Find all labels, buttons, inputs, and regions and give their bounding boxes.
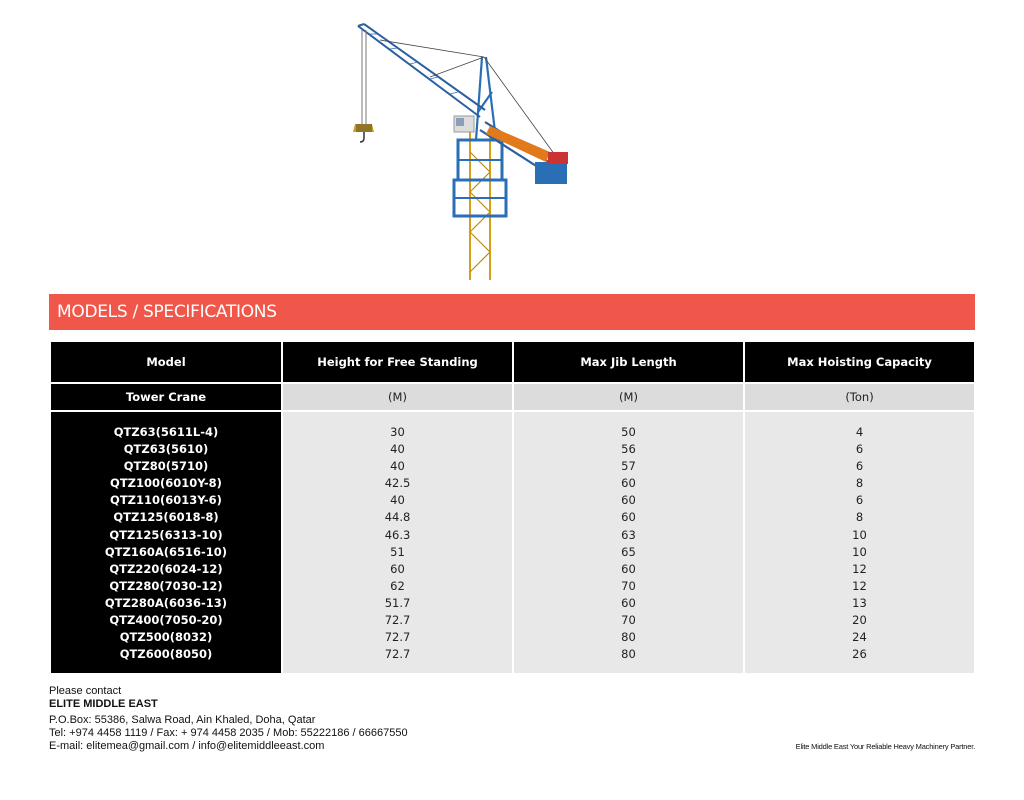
unit-jib: (M)	[514, 384, 743, 410]
contact-phones: Tel: +974 4458 1119 / Fax: + 974 4458 2035 / Mob: 55222186 / 66667550	[49, 727, 408, 739]
table-cell: 57	[621, 459, 636, 474]
table-cell: QTZ100(6010Y-8)	[110, 476, 222, 491]
table-cell: 10	[852, 527, 867, 542]
table-cell: 72.7	[384, 613, 411, 628]
table-header-row	[51, 342, 974, 382]
table-cell: 51.7	[384, 595, 411, 610]
table-cell: 56	[621, 442, 636, 457]
unit-capacity: (Ton)	[745, 384, 974, 410]
table-cell: QTZ600(8050)	[119, 647, 213, 662]
table-cell: 8	[855, 510, 864, 525]
table-cell: QTZ110(6013Y-6)	[110, 493, 222, 508]
header-jib: Max Jib Length	[514, 342, 743, 382]
table-cell: 63	[621, 527, 636, 542]
table-cell: QTZ160A(6516-10)	[104, 544, 228, 559]
table-cell: 26	[852, 647, 867, 662]
unit-model: Tower Crane	[51, 384, 281, 410]
table-cell: 40	[390, 459, 405, 474]
table-cell: 60	[621, 595, 636, 610]
table-cell: 80	[621, 647, 636, 662]
table-cell: 6	[855, 459, 864, 474]
table-cell: 72.7	[384, 647, 411, 662]
table-cell: 4	[855, 425, 864, 439]
table-cell: 60	[621, 561, 636, 576]
section-title: MODELS / SPECIFICATIONS	[57, 302, 277, 322]
table-cell: 60	[621, 510, 636, 525]
contact-email: E-mail: elitemea@gmail.com / info@elitemiddleeast.com	[49, 740, 325, 752]
table-cell: 42.5	[384, 476, 411, 491]
table-cell: 12	[852, 578, 867, 593]
capacity-column	[745, 412, 974, 673]
table-cell: 60	[621, 493, 636, 508]
table-cell: 62	[390, 578, 405, 593]
footer-tagline: Elite Middle East Your Reliable Heavy Machinery Partner.	[795, 742, 975, 751]
contact-intro: Please contact	[49, 685, 122, 697]
table-cell: 70	[621, 613, 636, 628]
table-cell: 50	[621, 425, 636, 439]
table-cell: 72.7	[384, 630, 411, 645]
table-cell: 44.8	[384, 510, 411, 525]
table-cell: 8	[855, 476, 864, 491]
section-title-bar	[49, 294, 975, 330]
table-cell: QTZ280A(6036-13)	[104, 595, 228, 610]
table-cell: 6	[855, 493, 864, 508]
model-column	[51, 412, 281, 673]
contact-address: P.O.Box: 55386, Salwa Road, Ain Khaled, Doha, Qatar	[49, 714, 316, 726]
header-capacity: Max Hoisting Capacity	[745, 342, 974, 382]
table-cell: QTZ400(7050-20)	[109, 613, 223, 628]
specs-table	[49, 342, 976, 673]
jib-column	[514, 412, 743, 673]
table-body-row	[51, 412, 974, 673]
table-cell: 65	[621, 544, 636, 559]
table-cell: QTZ125(6018-8)	[113, 510, 219, 525]
table-cell: 20	[852, 613, 867, 628]
table-cell: QTZ500(8032)	[119, 630, 213, 645]
table-cell: QTZ220(6024-12)	[109, 561, 223, 576]
tower-crane-photo	[350, 22, 580, 282]
table-units-row	[51, 384, 974, 410]
table-cell: QTZ125(6313-10)	[109, 527, 223, 542]
table-cell: 40	[390, 442, 405, 457]
table-cell: 10	[852, 544, 867, 559]
table-cell: QTZ63(5610)	[123, 442, 209, 457]
table-cell: 30	[390, 425, 405, 439]
table-cell: QTZ63(5611L-4)	[113, 425, 219, 439]
table-cell: 60	[621, 476, 636, 491]
height-column	[283, 412, 512, 673]
table-cell: 60	[390, 561, 405, 576]
unit-height: (M)	[283, 384, 512, 410]
header-model: Model	[51, 342, 281, 382]
table-cell: 24	[852, 630, 867, 645]
header-height: Height for Free Standing	[283, 342, 512, 382]
table-cell: QTZ80(5710)	[123, 459, 209, 474]
table-cell: QTZ280(7030-12)	[109, 578, 223, 593]
table-cell: 46.3	[384, 527, 411, 542]
table-cell: 6	[855, 442, 864, 457]
contact-block	[49, 685, 408, 753]
table-cell: 70	[621, 578, 636, 593]
table-cell: 13	[852, 595, 867, 610]
table-cell: 12	[852, 561, 867, 576]
company-name: ELITE MIDDLE EAST	[49, 698, 158, 710]
table-cell: 80	[621, 630, 636, 645]
table-cell: 51	[390, 544, 405, 559]
table-cell: 40	[390, 493, 405, 508]
